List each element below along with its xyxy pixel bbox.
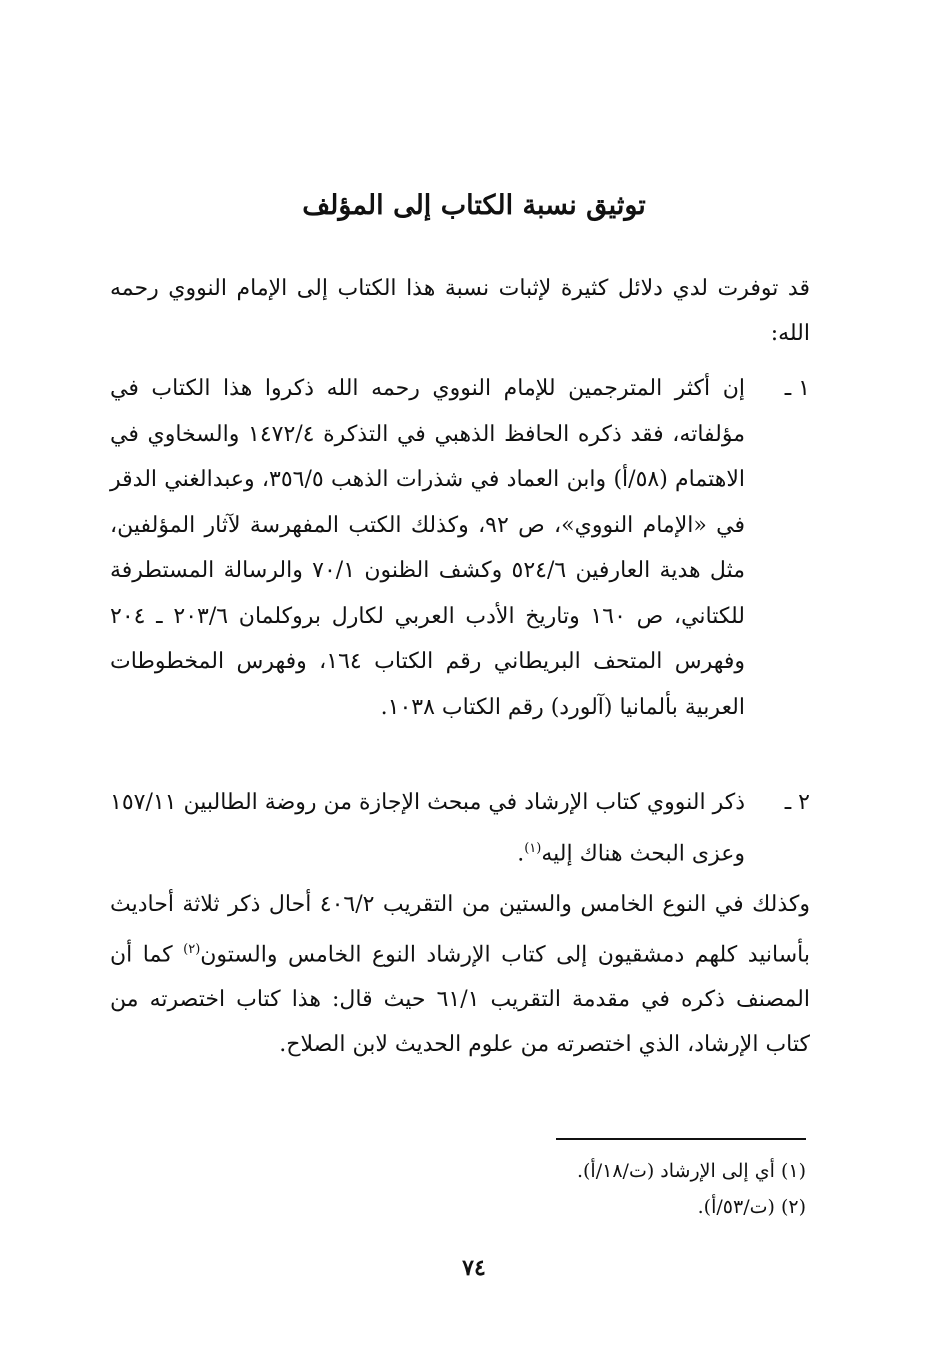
- list-item-1: [110, 366, 810, 730]
- intro-paragraph: قد توفرت لدي دلائل كثيرة لإثبات نسبة هذا الكتاب إلى الإمام النووي رحمه الله:: [110, 276, 810, 346]
- list-item-number: ١ ـ: [784, 376, 810, 401]
- list-item-tail: .: [517, 840, 525, 866]
- footnote-number: (٢): [780, 1196, 806, 1218]
- footnote-2: [698, 1194, 806, 1220]
- list-item-body: ذكر النووي كتاب الإرشاد في مبحث الإجازة من روضة الطالبين ١٥٧/١١ وعزى البحث هناك إليه: [110, 790, 745, 866]
- footnote-text: (ت/٥٣/أ).: [697, 1196, 775, 1218]
- footnote-1: [577, 1158, 806, 1184]
- section-title: توثيق نسبة الكتاب إلى المؤلف: [302, 190, 646, 221]
- footnote-number: (١): [780, 1160, 806, 1182]
- footnote-text: أي إلى الإرشاد (ت/١٨/أ).: [576, 1160, 775, 1182]
- footnote-divider: [556, 1138, 806, 1140]
- body-paragraph: [110, 882, 810, 1067]
- list-item-2: [110, 780, 810, 876]
- list-item-text: [110, 780, 745, 876]
- paragraph-part-1: وكذلك في النوع الخامس والستين من التقريب ٤٠٦/٢ أحال ذكر ثلاثة أحاديث بأسانيد كلهم دمشقيون إلى كتاب الإرشاد النوع الخامس والستون: [110, 892, 811, 968]
- page-number: ٧٤: [462, 1255, 486, 1281]
- list-item-number: ٢ ـ: [784, 790, 810, 815]
- list-item-text: إن أكثر المترجمين للإمام النووي رحمه الله ذكروا هذا الكتاب في مؤلفاته، فقد ذكره الحافظ الذهبي في التذكرة ١٤٧٢/٤ والسخاوي في الاهتمام (٥٨/أ) وابن العماد في شذرات الذهب ٣٥٦/٥، وعبدالغني الدقر في «الإمام النووي»، ص ٩٢، وكذلك الكتب المفهرسة لآثار المؤلفين، مثل هدية العارفين ٥٢٤/٦ وكشف الظنون ٧٠/١ والرسالة المستطرفة للكتاني، ص ١٦٠ وتاريخ الأدب العربي لكارل بروكلمان ٢٠٣/٦ ـ ٢٠٤ وفهرس المتحف البريطاني رقم الكتاب ١٦٤، وفهرس المخطوطات العربية بألمانيا (آلورد) رقم الكتاب ١٠٣٨.: [110, 376, 746, 720]
- footnote-ref-1: (١): [524, 840, 542, 856]
- paragraph-part-2: كما أن المصنف ذكره في مقدمة التقريب ٦١/١ حيث قال: هذا كتاب اختصرته من كتاب الإرشاد، الذي اختصرته من علوم الحديث لابن الصلاح.: [110, 942, 810, 1058]
- footnote-ref-2: (٢): [183, 942, 201, 957]
